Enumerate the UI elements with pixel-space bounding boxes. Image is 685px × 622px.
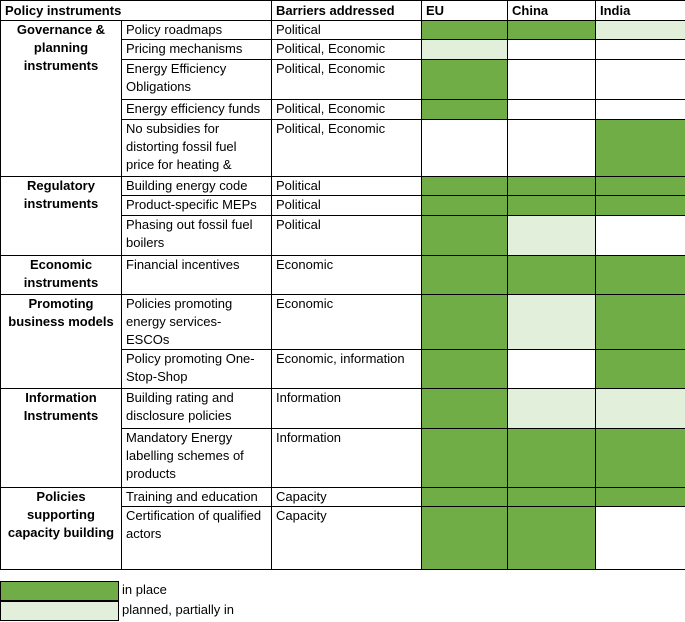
status-cell-eu <box>422 350 508 389</box>
policy-cell: Building energy code <box>122 177 272 196</box>
status-cell-china <box>508 350 596 389</box>
group-label: Information Instruments <box>1 389 122 488</box>
status-cell-china <box>508 40 596 60</box>
status-cell-eu <box>422 389 508 429</box>
status-cell-china <box>508 295 596 350</box>
status-cell-india <box>596 295 685 350</box>
policy-cell: Pricing mechanisms <box>122 40 272 60</box>
status-cell-china <box>508 100 596 120</box>
barriers-cell: Capacity <box>272 488 422 507</box>
barriers-cell: Capacity <box>272 507 422 570</box>
header-policy-instruments: Policy instruments <box>1 1 272 21</box>
header-china: China <box>508 1 596 21</box>
status-cell-india <box>596 120 685 177</box>
legend <box>0 579 685 622</box>
table-row <box>1 256 685 295</box>
barriers-cell: Political, Economic <box>272 120 422 177</box>
status-cell-china <box>508 507 596 570</box>
legend-label-planned: planned, partially in <box>122 602 235 617</box>
table-row <box>1 177 685 196</box>
policy-cell: Policy promoting One-Stop-Shop <box>122 350 272 389</box>
status-cell-eu <box>422 120 508 177</box>
table-row <box>1 488 685 507</box>
barriers-cell: Political <box>272 177 422 196</box>
status-cell-eu <box>422 21 508 40</box>
legend-label-in-place: in place <box>122 582 167 597</box>
status-cell-china <box>508 429 596 488</box>
barriers-cell: Political, Economic <box>272 60 422 100</box>
status-cell-eu <box>422 60 508 100</box>
status-cell-china <box>508 21 596 40</box>
policy-cell: Training and education <box>122 488 272 507</box>
status-cell-india <box>596 21 685 40</box>
policy-cell: Energy Efficiency Obligations <box>122 60 272 100</box>
status-cell-india <box>596 216 685 256</box>
status-cell-china <box>508 256 596 295</box>
status-cell-india <box>596 256 685 295</box>
status-cell-india <box>596 350 685 389</box>
status-cell-eu <box>422 177 508 196</box>
header-row <box>1 1 685 21</box>
legend-swatch-in-place <box>0 581 119 601</box>
barriers-cell: Economic <box>272 256 422 295</box>
barriers-cell: Political <box>272 21 422 40</box>
status-cell-eu <box>422 196 508 216</box>
policy-cell: Energy efficiency funds <box>122 100 272 120</box>
barriers-cell: Economic, information <box>272 350 422 389</box>
table-body <box>1 21 685 570</box>
table-row <box>1 389 685 429</box>
status-cell-china <box>508 389 596 429</box>
status-cell-india <box>596 488 685 507</box>
status-cell-eu <box>422 488 508 507</box>
barriers-cell: Political <box>272 196 422 216</box>
status-cell-china <box>508 120 596 177</box>
status-cell-india <box>596 177 685 196</box>
policy-cell: No subsidies for distorting fossil fuel price for heating & <box>122 120 272 177</box>
status-cell-india <box>596 429 685 488</box>
barriers-cell: Political <box>272 216 422 256</box>
status-cell-eu <box>422 100 508 120</box>
status-cell-china <box>508 177 596 196</box>
status-cell-india <box>596 196 685 216</box>
policy-cell: Phasing out fossil fuel boilers <box>122 216 272 256</box>
group-label: Policies supporting capacity building <box>1 488 122 570</box>
table-row <box>1 21 685 40</box>
status-cell-eu <box>422 216 508 256</box>
status-cell-china <box>508 196 596 216</box>
status-cell-india <box>596 40 685 60</box>
group-label: Promoting business models <box>1 295 122 389</box>
group-label: Economic instruments <box>1 256 122 295</box>
status-cell-eu <box>422 256 508 295</box>
barriers-cell: Economic <box>272 295 422 350</box>
status-cell-china <box>508 60 596 100</box>
status-cell-eu <box>422 295 508 350</box>
header-eu: EU <box>422 1 508 21</box>
status-cell-india <box>596 60 685 100</box>
status-cell-china <box>508 488 596 507</box>
policy-cell: Building rating and disclosure policies <box>122 389 272 429</box>
group-label: Regulatory instruments <box>1 177 122 256</box>
header-barriers-addressed: Barriers addressed <box>272 1 422 21</box>
status-cell-eu <box>422 507 508 570</box>
status-cell-india <box>596 389 685 429</box>
policy-cell: Product-specific MEPs <box>122 196 272 216</box>
status-cell-eu <box>422 429 508 488</box>
table-row <box>1 295 685 350</box>
status-cell-india <box>596 100 685 120</box>
barriers-cell: Information <box>272 429 422 488</box>
header-india: India <box>596 1 685 21</box>
status-cell-india <box>596 507 685 570</box>
barriers-cell: Information <box>272 389 422 429</box>
group-label: Governance & planning instruments <box>1 21 122 177</box>
legend-swatch-planned <box>0 601 119 621</box>
status-cell-eu <box>422 40 508 60</box>
policy-cell: Mandatory Energy labelling schemes of products <box>122 429 272 488</box>
policy-cell: Policies promoting energy services- ESCOs <box>122 295 272 350</box>
status-cell-china <box>508 216 596 256</box>
policy-cell: Certification of qualified actors <box>122 507 272 570</box>
barriers-cell: Political, Economic <box>272 100 422 120</box>
policy-cell: Financial incentives <box>122 256 272 295</box>
policy-cell: Policy roadmaps <box>122 21 272 40</box>
barriers-cell: Political, Economic <box>272 40 422 60</box>
